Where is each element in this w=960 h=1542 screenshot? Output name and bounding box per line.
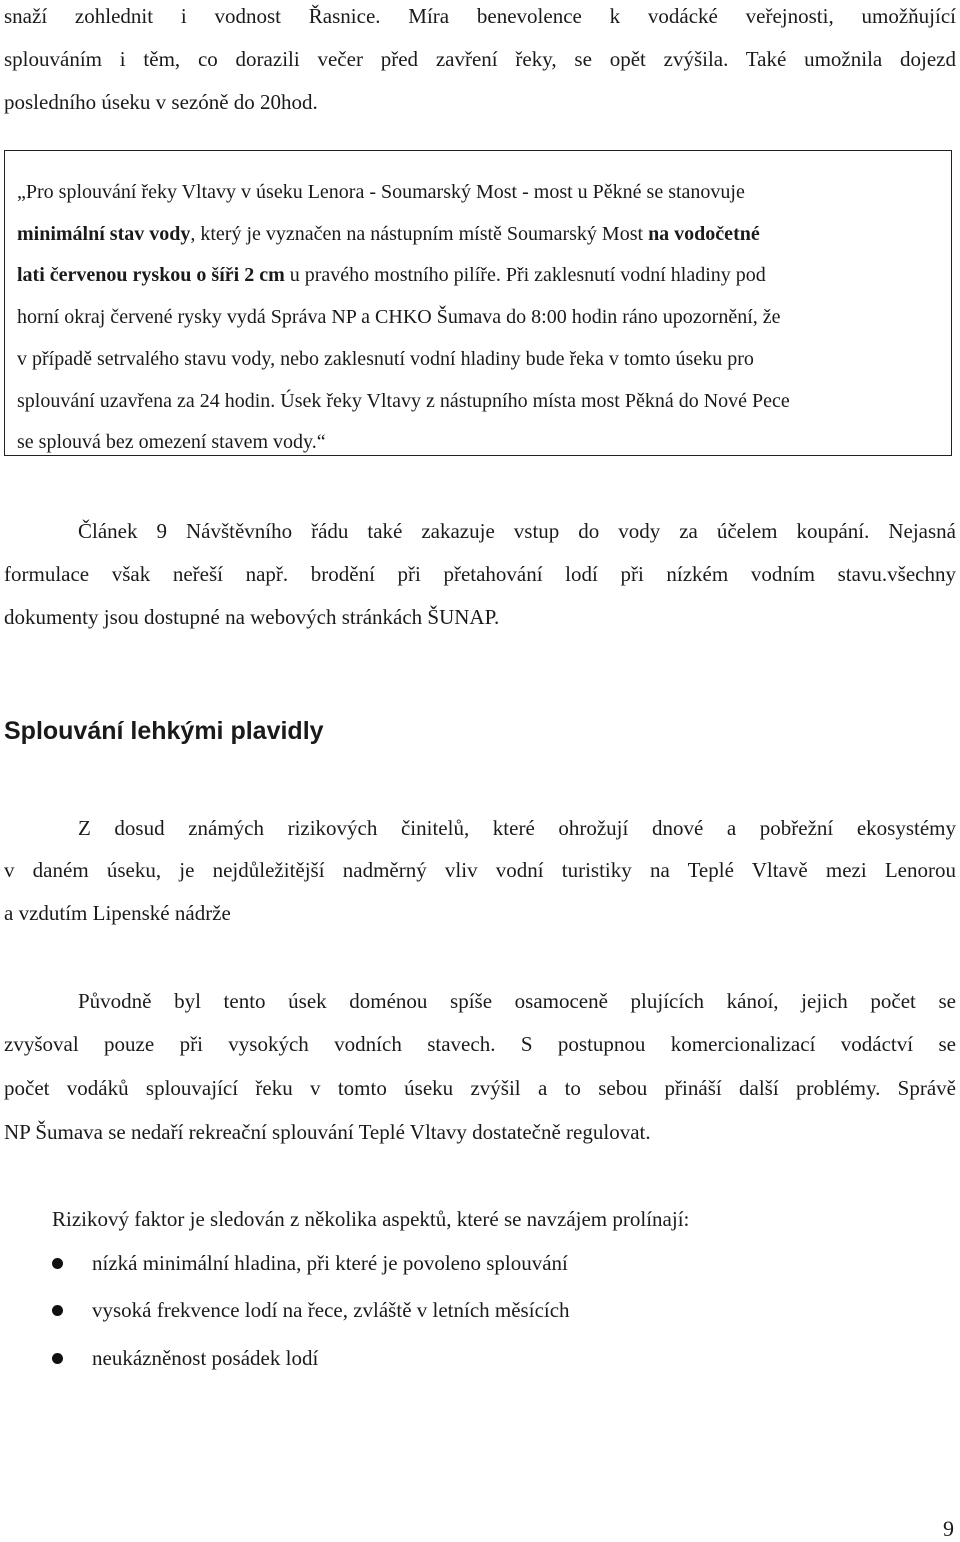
intro-line-1: snaží zohlednit i vodnost Řasnice. Míra benevolence k vodácké veřejnosti, umožňující [4, 4, 956, 28]
risk-line-3: a vzdutím Lipenské nádrže [4, 901, 231, 925]
intro-line-2: splouváním i těm, co dorazili večer před zavření řeky, se opět zvýšila. Také umožnila dojezd [4, 47, 956, 71]
page-number: 9 [943, 1516, 954, 1541]
article-line-1: Článek 9 Návštěvního řádu také zakazuje vstup do vody za účelem koupání. Nejasná [78, 519, 956, 543]
quote-line-3 [17, 262, 939, 288]
quote-line-6: splouvání uzavřena za 24 hodin. Úsek řeky Vltavy z nástupního místa most Pěkná do Nové Pece [17, 390, 790, 412]
quote-bold-gauge: na vodočetné [648, 223, 760, 245]
regulation-quote-box [4, 150, 952, 456]
intro-line-3: posledního úseku v sezóně do 20hod. [4, 90, 318, 114]
quote-line-1: „Pro splouvání řeky Vltavy v úseku Lenora - Soumarský Most - most u Pěkné se stanovuje [17, 181, 745, 203]
bullet-icon [52, 1305, 63, 1316]
list-item-text: vysoká frekvence lodí na řece, zvláště v letních měsících [92, 1298, 570, 1322]
article-line-3: dokumenty jsou dostupné na webových stránkách ŠUNAP. [4, 605, 500, 629]
risk-line-1: Z dosud známých rizikových činitelů, které ohrožují dnové a pobřežní ekosystémy [78, 816, 956, 840]
list-item-text: neukázněnost posádek lodí [92, 1346, 319, 1370]
risk-line-2: v daném úseku, je nejdůležitější nadměrný vliv vodní turistiky na Teplé Vltavě mezi Lenorou [4, 858, 956, 882]
origin-line-4: NP Šumava se nedaří rekreační splouvání Teplé Vltavy dostatečně regulovat. [4, 1120, 651, 1144]
section-heading: Splouvání lehkými plavidly [4, 717, 324, 745]
article-line-2: formulace však neřeší např. brodění při přetahování lodí při nízkém vodním stavu.všechny [4, 562, 956, 586]
origin-line-1: Původně byl tento úsek doménou spíše osamoceně plujících kánoí, jejich počet se [78, 989, 956, 1013]
quote-line-2 [17, 221, 939, 247]
quote-line-7: se splouvá bez omezení stavem vody.“ [17, 431, 326, 453]
list-item-text: nízká minimální hladina, při které je povoleno splouvání [92, 1251, 568, 1275]
bullet-icon [52, 1353, 63, 1364]
quote-line-5: v případě setrvalého stavu vody, nebo zaklesnutí vodní hladiny bude řeka v tomto úseku pro [17, 348, 754, 370]
bullet-icon [52, 1258, 63, 1269]
quote-line-4: horní okraj červené rysky vydá Správa NP a CHKO Šumava do 8:00 hodin ráno upozornění, že [17, 306, 781, 328]
origin-line-3: počet vodáků splouvající řeku v tomto úseku zvýšil a to sebou přináší další problémy. Správě [4, 1076, 956, 1100]
factor-intro: Rizikový faktor je sledován z několika aspektů, které se navzájem prolínají: [52, 1207, 690, 1231]
origin-line-2: zvyšoval pouze při vysokých vodních stavech. S postupnou komercionalizací vodáctví se [4, 1032, 956, 1056]
quote-bold-min-water: minimální stav vody [17, 223, 191, 245]
quote-line-2-text: , který je vyznačen na nástupním místě Soumarský Most [190, 223, 649, 245]
quote-line-3-text: u pravého mostního pilíře. Při zaklesnutí vodní hladiny pod [284, 264, 766, 286]
quote-bold-red-line: lati červenou ryskou o šíři 2 cm [17, 264, 285, 286]
